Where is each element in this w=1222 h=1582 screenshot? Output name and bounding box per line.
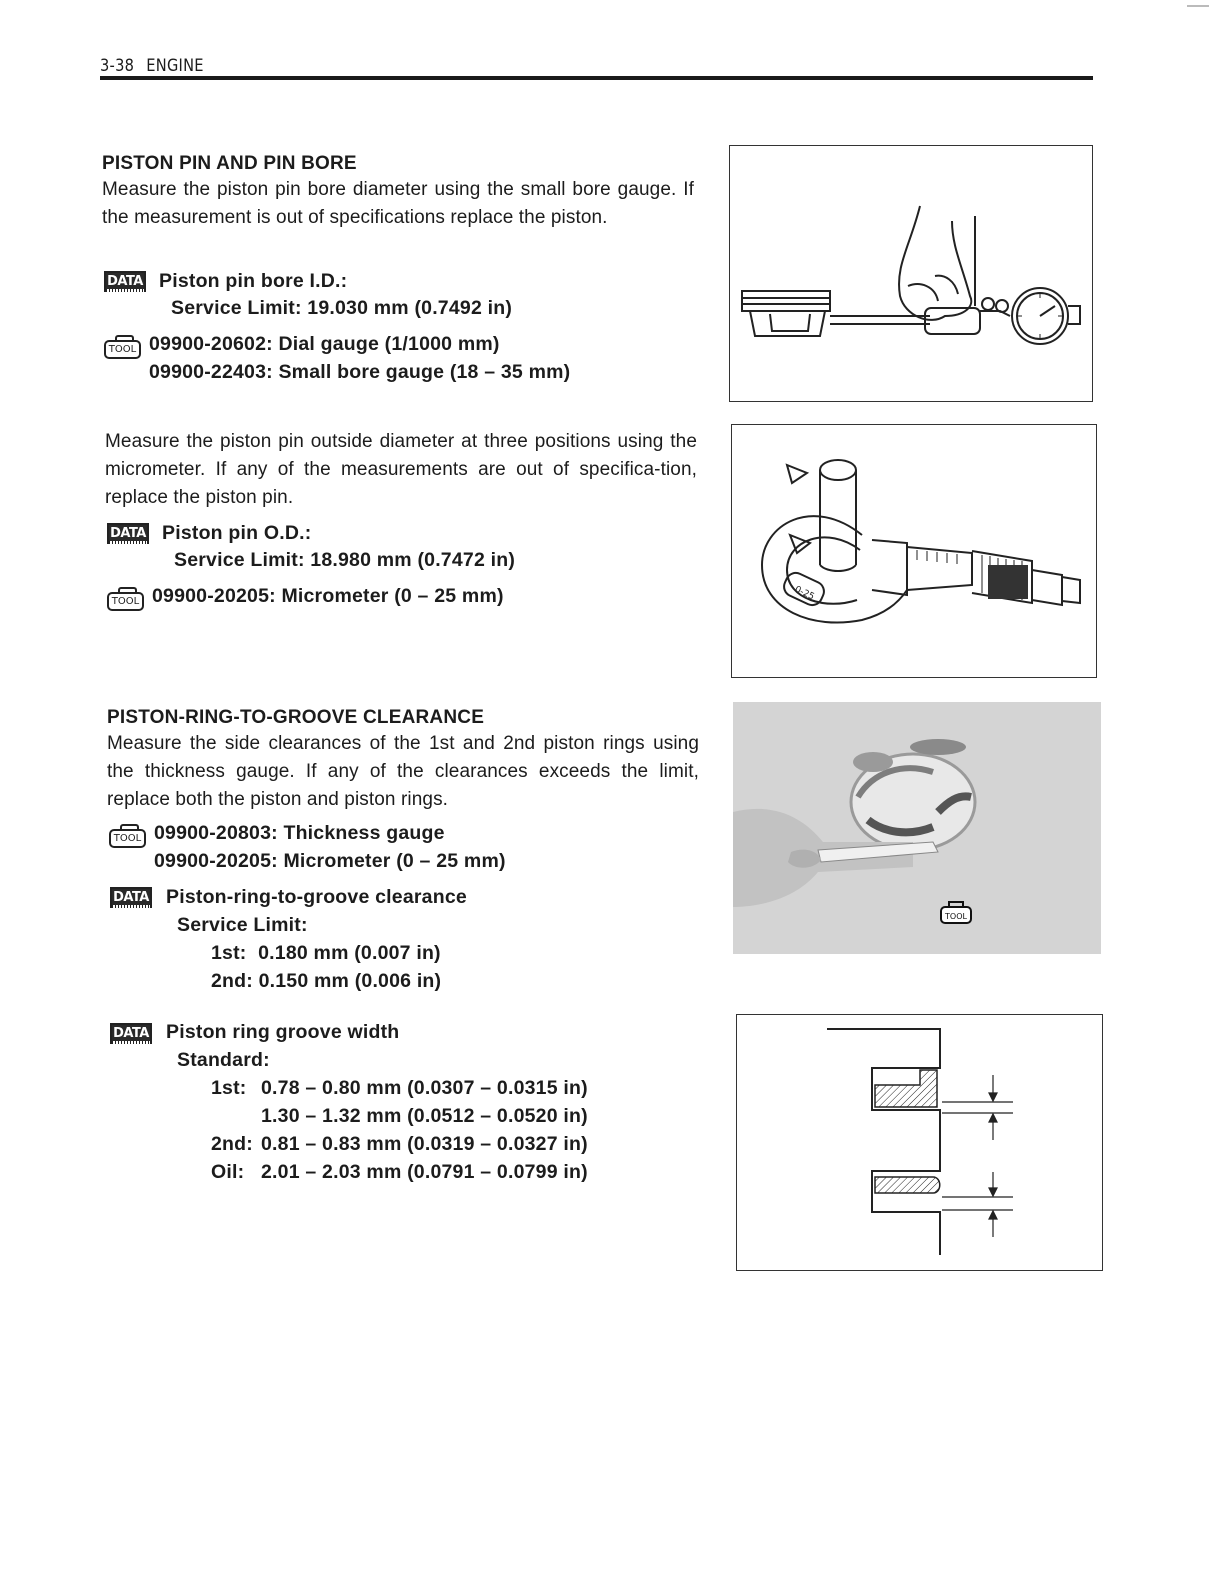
thickness-gauge-photo: [733, 702, 1101, 954]
figure-thickness-gauge-photo: [733, 702, 1101, 954]
figure-ring-groove-diagram: [736, 1014, 1103, 1271]
data-badge-icon: DATA: [107, 523, 149, 544]
figure-small-bore-gauge: [729, 145, 1093, 402]
spec-row-value: 0.180 mm (0.007 in): [258, 942, 441, 964]
scan-mark: [1187, 5, 1209, 7]
spec-label: Piston ring groove width: [166, 1021, 400, 1043]
second-ring-section: [875, 1177, 940, 1193]
tool-badge-icon: TOOL: [109, 829, 146, 848]
spec-label: Piston-ring-to-groove clearance: [166, 886, 467, 908]
data-badge-icon: DATA: [104, 271, 146, 292]
spec-row-value: 0.78 – 0.80 mm (0.0307 – 0.0315 in): [261, 1077, 588, 1099]
section-title-ring-groove: PISTON-RING-TO-GROOVE CLEARANCE: [107, 707, 485, 728]
spec-value: Service Limit: 19.030 mm (0.7492 in): [171, 297, 513, 319]
micrometer-illustration: [732, 425, 1096, 677]
spec-row-label: 1st:: [211, 1077, 247, 1099]
data-badge-icon: DATA: [110, 887, 152, 908]
photo-tool-label: TOOL: [945, 912, 967, 921]
spec-row-label: Oil:: [211, 1161, 245, 1183]
tool-badge-icon: TOOL: [104, 340, 141, 359]
section2-intro: Measure the piston pin outside diameter at three positions using the micrometer. If any of the measurements are out of specifica-tion, replace the piston pin.: [105, 431, 697, 508]
knurled-thimble: [988, 565, 1028, 599]
tool-item: 09900-20602: Dial gauge (1/1000 mm): [149, 333, 500, 355]
micrometer-marking: 0-25: [792, 584, 816, 603]
spec-label: Piston pin O.D.:: [162, 522, 312, 544]
spec-row: [211, 970, 441, 993]
spec-row-label: 2nd:: [211, 1133, 253, 1155]
tool-badge-icon: TOOL: [107, 592, 144, 611]
header-rule: [100, 76, 1093, 80]
spec-sub: Standard:: [177, 1049, 270, 1071]
spec-value: Service Limit: 18.980 mm (0.7472 in): [174, 549, 516, 571]
tool-item: 09900-20803: Thickness gauge: [154, 822, 445, 844]
spec-sub: Service Limit:: [177, 914, 308, 936]
spec-row-value: 2.01 – 2.03 mm (0.0791 – 0.0799 in): [261, 1161, 588, 1183]
data-badge-icon: DATA: [110, 1023, 152, 1044]
page-header: [100, 56, 204, 76]
section-name: ENGINE: [146, 56, 204, 76]
section-title-piston-pin: PISTON PIN AND PIN BORE: [102, 153, 357, 174]
figure-micrometer: [731, 424, 1097, 678]
ring-groove-diagram: [737, 1015, 1102, 1270]
top-ring-section: [875, 1070, 937, 1107]
spec-row: [211, 942, 441, 965]
spec-row: [211, 1133, 588, 1156]
section3-intro: Measure the side clearances of the 1st and 2nd piston rings using the thickness gauge. If any of the clearances exceeds the limit, replace both the piston and piston rings.: [107, 733, 699, 810]
spec-row: [211, 1161, 588, 1184]
spec-row: [211, 1077, 588, 1100]
tool-item: 09900-20205: Micrometer (0 – 25 mm): [154, 850, 506, 872]
spec-row-value: 1.30 – 1.32 mm (0.0512 – 0.0520 in): [261, 1105, 588, 1127]
spec-row: [211, 1105, 588, 1128]
spec-row-value: 0.150 mm (0.006 in): [258, 970, 442, 992]
tool-item: 09900-20205: Micrometer (0 – 25 mm): [152, 585, 504, 607]
spec-row-label: 1st:: [211, 942, 247, 964]
section1-intro: Measure the piston pin bore diameter using the small bore gauge. If the measurement is out of specifications replace the piston.: [102, 179, 694, 228]
spec-row-label: 2nd:: [211, 970, 253, 992]
spec-label: Piston pin bore I.D.:: [159, 270, 348, 292]
page-number: 3-38: [100, 56, 135, 76]
tool-item: 09900-22403: Small bore gauge (18 – 35 mm): [149, 361, 571, 383]
bore-gauge-illustration: [730, 146, 1092, 401]
spec-row-value: 0.81 – 0.83 mm (0.0319 – 0.0327 in): [261, 1133, 588, 1155]
